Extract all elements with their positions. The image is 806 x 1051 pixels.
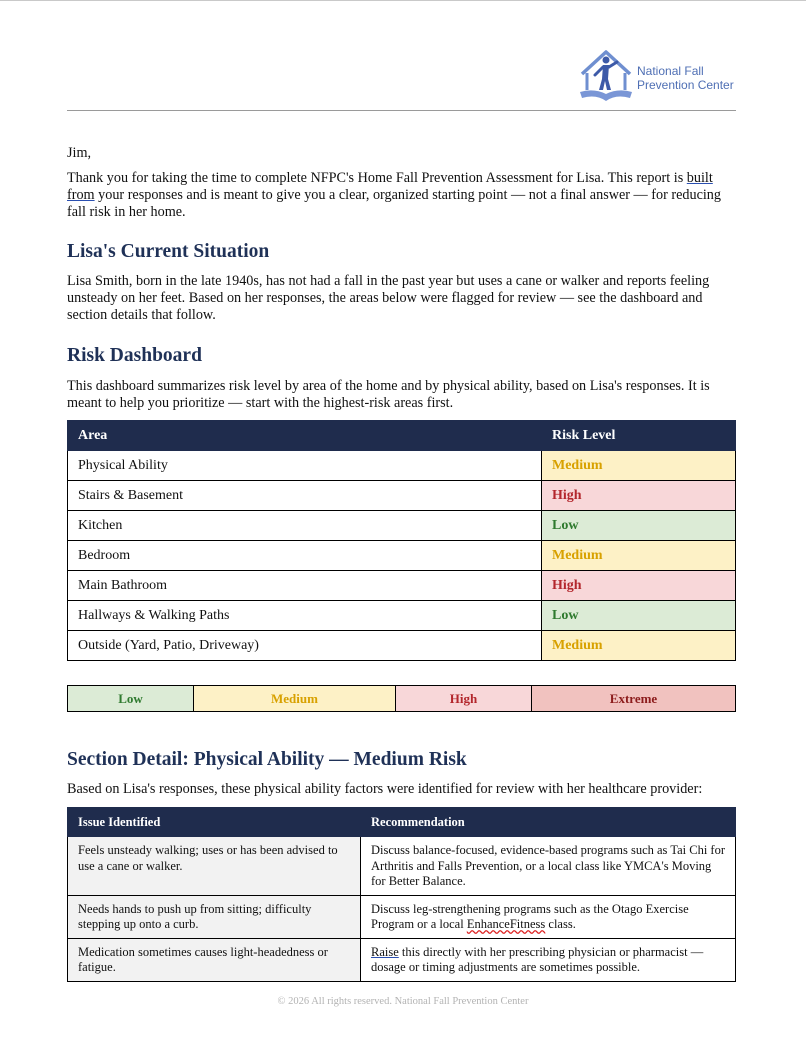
risk-level-cell: High xyxy=(542,571,736,601)
table-row xyxy=(68,511,736,541)
grammar-flagged-phrase[interactable]: built from xyxy=(67,170,713,203)
logo-line-2: Prevention Center xyxy=(637,78,734,92)
section-intro: Based on Lisa's responses, these physical ability factors were identified for review with her healthcare provider: xyxy=(67,781,703,797)
issue-cell: Feels unsteady walking; uses or has been advised to use a cane or walker. xyxy=(68,837,361,896)
header-rule xyxy=(67,110,736,111)
spelling-flagged-word[interactable]: EnhanceFitness xyxy=(466,917,546,931)
greeting: Jim, xyxy=(67,145,92,161)
nfpc-logo xyxy=(576,46,746,106)
situation-heading: Lisa's Current Situation xyxy=(67,241,270,262)
col-issue-header: Issue Identified xyxy=(68,808,361,837)
issue-cell: Medication sometimes causes light-headedness or fatigue. xyxy=(68,938,361,981)
risk-level-cell: Low xyxy=(542,601,736,631)
logo-wordmark xyxy=(637,64,734,92)
logo-line-1: National Fall xyxy=(637,64,704,78)
intro-paragraph xyxy=(67,170,739,221)
footer-copyright: © 2026 All rights reserved. National Fall Prevention Center xyxy=(277,996,529,1007)
legend-row xyxy=(68,686,736,712)
col-rec-header: Recommendation xyxy=(361,808,736,837)
table-row xyxy=(68,571,736,601)
recommendation-cell xyxy=(361,895,736,938)
table-row xyxy=(68,451,736,481)
risk-dashboard-table xyxy=(67,420,736,661)
recommendation-cell xyxy=(361,938,736,981)
recommendation-cell: Discuss balance-focused, evidence-based programs such as Tai Chi for Arthritis and Falls Prevention, or a local class like YMCA's Moving for Better Balance. xyxy=(361,837,736,896)
intro-text-cont: your responses and is meant to give you a clear, organized starting point — not a final answer — for reducing fall risk in her home. xyxy=(67,187,721,220)
area-cell: Hallways & Walking Paths xyxy=(68,601,542,631)
intro-text: Thank you for taking the time to complete NFPC's Home Fall Prevention Assessment for Lisa. This report is xyxy=(67,170,687,186)
risk-level-cell: Medium xyxy=(542,631,736,661)
house-hands-icon xyxy=(576,46,636,106)
area-cell: Physical Ability xyxy=(68,451,542,481)
legend-high: High xyxy=(396,686,532,712)
table-row xyxy=(68,601,736,631)
table-row xyxy=(68,481,736,511)
table-row xyxy=(68,837,736,896)
risk-level-cell: Low xyxy=(542,511,736,541)
area-cell: Outside (Yard, Patio, Driveway) xyxy=(68,631,542,661)
risk-level-cell: High xyxy=(542,481,736,511)
table-row xyxy=(68,631,736,661)
area-cell: Stairs & Basement xyxy=(68,481,542,511)
risk-level-cell: Medium xyxy=(542,541,736,571)
legend-medium: Medium xyxy=(194,686,396,712)
area-cell: Bedroom xyxy=(68,541,542,571)
table-header-row xyxy=(68,421,736,451)
area-cell: Main Bathroom xyxy=(68,571,542,601)
dashboard-heading: Risk Dashboard xyxy=(67,345,202,366)
issue-cell: Needs hands to push up from sitting; difficulty stepping up onto a curb. xyxy=(68,895,361,938)
legend-extreme: Extreme xyxy=(532,686,736,712)
risk-legend xyxy=(67,685,736,712)
area-cell: Kitchen xyxy=(68,511,542,541)
section-heading: Section Detail: Physical Ability — Medium Risk xyxy=(67,749,467,770)
rec-text-cont: this directly with her prescribing physician or pharmacist — dosage or timing adjustments are sometimes possible. xyxy=(371,944,704,974)
legend-low: Low xyxy=(68,686,194,712)
table-row xyxy=(68,541,736,571)
top-border xyxy=(0,0,806,1)
dashboard-intro: This dashboard summarizes risk level by area of the home and by physical ability, based on Lisa's responses. It is meant to help you prioritize — start with the highest-risk areas first. xyxy=(67,378,710,411)
rec-text-cont: class. xyxy=(545,917,576,931)
table-row xyxy=(68,895,736,938)
grammar-flagged-word[interactable]: Raise xyxy=(371,944,399,959)
situation-paragraph: Lisa Smith, born in the late 1940s, has not had a fall in the past year but uses a cane or walker and reports feeling unsteady on her feet. Based on her responses, the areas below were flagged for review — see the dashboard and section details that follow. xyxy=(67,273,710,323)
table-header-row xyxy=(68,808,736,837)
col-risk-header: Risk Level xyxy=(542,421,736,451)
rec-text: Discuss leg-strengthening programs such as the Otago Exercise Program or a local xyxy=(371,901,689,931)
table-row xyxy=(68,938,736,981)
col-area-header: Area xyxy=(68,421,542,451)
issues-table xyxy=(67,807,736,982)
risk-level-cell: Medium xyxy=(542,451,736,481)
